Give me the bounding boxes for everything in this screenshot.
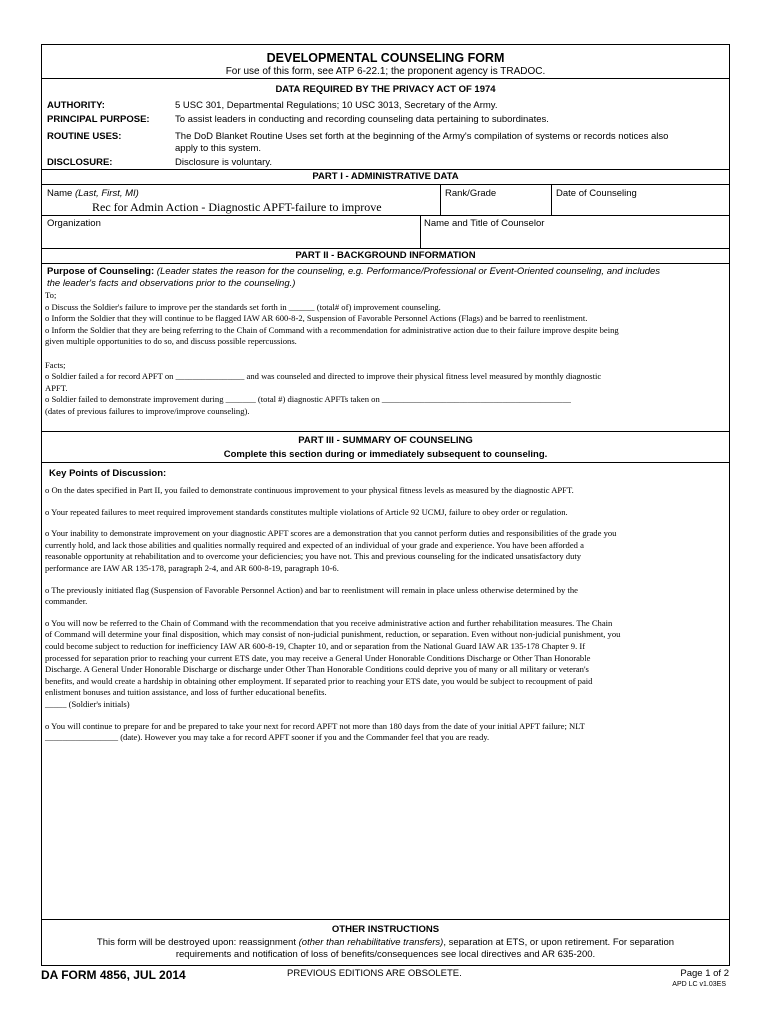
disclosure-text: Disclosure is voluntary.: [175, 157, 272, 168]
discussion-line: o Your inability to demonstrate improvement on your diagnostic APFT scores are a demonstration that you cannot perform duties and responsibilities of the grade you: [45, 528, 617, 539]
divider: [420, 215, 421, 248]
part2-line: Facts;: [45, 359, 66, 370]
part2-body[interactable]: [45, 290, 726, 418]
counselor-field[interactable]: [424, 231, 724, 245]
part3-body[interactable]: [45, 481, 726, 744]
discussion-paragraph: [45, 507, 726, 519]
discussion-line: o You will now be referred to the Chain of Command with the recommendation that you receive administrative action and further rehabilitation measures. The Chain: [45, 617, 613, 628]
discussion-line: _____ (Soldier's initials): [45, 698, 130, 709]
discussion-line: enlistment bonuses and tuition assistance, and loss of further educational benefits.: [45, 687, 327, 698]
other-instructions-line-1: This form will be destroyed upon: reassignment (other than rehabilitative transfers), separation at ETS, or upon retirement. For separation: [96, 937, 675, 948]
discussion-line: _________________ (date). However you may take a for record APFT sooner if you and the Commander feel that you are ready.: [45, 732, 490, 743]
discussion-line: performance are IAW AR 135-178, paragraph 2-4, and AR 600-8-19, paragraph 10-6.: [45, 562, 339, 573]
form-id: DA FORM 4856, JUL 2014: [41, 968, 186, 982]
part2-line: given multiple opportunities to do so, and discuss possible repercussions.: [45, 336, 297, 347]
rank-label: Rank/Grade: [445, 188, 497, 199]
discussion-paragraph: [45, 485, 726, 497]
divider: [42, 263, 729, 264]
purpose-of-counseling: Purpose of Counseling: (Leader states the reason for the counseling, e.g. Performance/Professional or Event-Oriented counseling, and includes: [47, 266, 661, 277]
discussion-line: o On the dates specified in Part II, you failed to demonstrate continuous improvement to your physical fitness levels as measured by the diagnostic APFT.: [45, 485, 574, 495]
divider: [551, 184, 552, 215]
discussion-line: of Command will determine your final disposition, which may consist of non-judicial punishment, reduction, or separation. Even without non-judicial punishment, you: [45, 629, 621, 640]
part3-subheading: Complete this section during or immediately subsequent to counseling.: [223, 449, 548, 460]
divider: [440, 184, 441, 215]
discussion-paragraph: [45, 528, 726, 574]
authority-label: AUTHORITY:: [47, 100, 105, 111]
part1-heading: PART I - ADMINISTRATIVE DATA: [312, 171, 459, 182]
part2-line: [45, 348, 726, 360]
part2-line: o Soldier failed to demonstrate improvement during _______ (total #) diagnostic APFTs taken on ____________________________________________: [45, 394, 571, 405]
divider: [42, 248, 729, 249]
divider: [42, 919, 729, 920]
organization-field[interactable]: [47, 231, 415, 245]
part2-line: To;: [45, 290, 57, 300]
key-points-label: Key Points of Discussion:: [49, 468, 167, 479]
purpose-label: PRINCIPAL PURPOSE:: [47, 114, 150, 125]
routine-text-2: apply to this system.: [175, 143, 262, 154]
discussion-line: Discharge. A General Under Honorable Discharge or discharge under Other Than Honorable Conditions could deprive you of many or all military or veteran's: [45, 664, 589, 675]
discussion-line: currently hold, and lack those abilities and qualities normally required and expected of an individual of your grade and experience. You have been afforded a: [45, 539, 584, 550]
disclosure-label: DISCLOSURE:: [47, 157, 113, 168]
divider: [42, 169, 729, 170]
name-label: Name (Last, First, MI): [47, 188, 139, 199]
form-subtitle: For use of this form, see ATP 6-22.1; the proponent agency is TRADOC.: [225, 66, 546, 77]
authority-text: 5 USC 301, Departmental Regulations; 10 USC 3013, Secretary of the Army.: [175, 100, 498, 111]
divider: [42, 431, 729, 432]
version-label: APD LC v1.03ES: [672, 981, 726, 988]
discussion-line: o Your repeated failures to meet required improvement standards constitutes multiple violations of Article 92 UCMJ, failure to obey order or regulation.: [45, 506, 568, 517]
counselor-label: Name and Title of Counselor: [424, 218, 545, 229]
part2-line: APFT.: [45, 382, 68, 393]
discussion-line: commander.: [45, 596, 88, 607]
divider: [42, 78, 729, 79]
page-number: Page 1 of 2: [680, 968, 729, 979]
counseling-form: [41, 44, 730, 966]
part2-line: o Inform the Soldier that they are being referring to the Chain of Command with a recommendation for administrative action due to their failure improve despite being: [45, 324, 619, 335]
divider: [42, 215, 729, 216]
date-of-counseling-label: Date of Counseling: [556, 188, 637, 199]
discussion-paragraph: [45, 721, 726, 744]
discussion-line: could become subject to reduction for inefficiency IAW AR 600-8-19, Chapter 10, and or separation from the National Guard IAW AR 135-178 Chapter 9. If: [45, 640, 586, 651]
divider: [42, 184, 729, 185]
part2-line: o Inform the Soldier that they will continue to be flagged IAW AR 600-8-2, Suspension of Favorable Personnel Actions (Flags) and be barred to reenlistment.: [45, 313, 588, 324]
purpose-text: To assist leaders in conducting and recording counseling data pertaining to subordinates.: [175, 114, 549, 125]
routine-label: ROUTINE USES:: [47, 131, 122, 142]
discussion-paragraph: [45, 585, 726, 608]
other-instructions-heading: OTHER INSTRUCTIONS: [331, 924, 440, 935]
organization-label: Organization: [47, 218, 101, 229]
other-instructions-line-2: requirements and notification of loss of benefits/consequences see local directives and AR 635-200.: [175, 949, 596, 960]
discussion-line: o The previously initiated flag (Suspension of Favorable Personnel Action) and bar to reenlistment will remain in place unless otherwise determined by the: [45, 584, 579, 595]
discussion-paragraph: [45, 618, 726, 711]
editions-notice: PREVIOUS EDITIONS ARE OBSOLETE.: [287, 968, 462, 979]
part2-line: (dates of previous failures to improve/improve counseling).: [45, 405, 250, 416]
purpose-hint-2: the leader's facts and observations prior to the counseling.): [47, 278, 296, 289]
form-title: DEVELOPMENTAL COUNSELING FORM: [266, 51, 505, 65]
divider: [42, 462, 729, 463]
discussion-line: processed for separation prior to reaching your current ETS date, you may receive a General Under Honorable Conditions Discharge or Other Than Honorable: [45, 652, 591, 663]
discussion-line: reasonable opportunity at rehabilitation and to overcome your deficiencies; you have not. This and previous counseling for the indicated unsatisfactory duty: [45, 551, 582, 562]
discussion-line: o You will continue to prepare for and be prepared to take your next for record APFT not more than 180 days from the date of your initial APFT failure; NLT: [45, 720, 585, 731]
name-field[interactable]: Rec for Admin Action - Diagnostic APFT-failure to improve: [92, 200, 382, 214]
privacy-heading: DATA REQUIRED BY THE PRIVACY ACT OF 1974: [275, 84, 496, 95]
part2-heading: PART II - BACKGROUND INFORMATION: [295, 250, 476, 261]
part2-line: o Discuss the Soldier's failure to improve per the standards set forth in ______ (total# of) improvement counseling.: [45, 301, 441, 312]
routine-text-1: The DoD Blanket Routine Uses set forth at the beginning of the Army's compilation of systems or records notices also: [175, 131, 669, 142]
discussion-line: benefits, and would create a hardship in obtaining other employment. If separated prior to reaching your ETS date, you would be subject to recoupment of paid: [45, 675, 593, 686]
date-of-counseling-field[interactable]: [556, 199, 726, 213]
part2-line: o Soldier failed a for record APFT on ________________ and was counseled and directed to improve their physical fitness level measured by monthly diagnostic: [45, 371, 602, 382]
part3-heading: PART III - SUMMARY OF COUNSELING: [298, 435, 473, 446]
